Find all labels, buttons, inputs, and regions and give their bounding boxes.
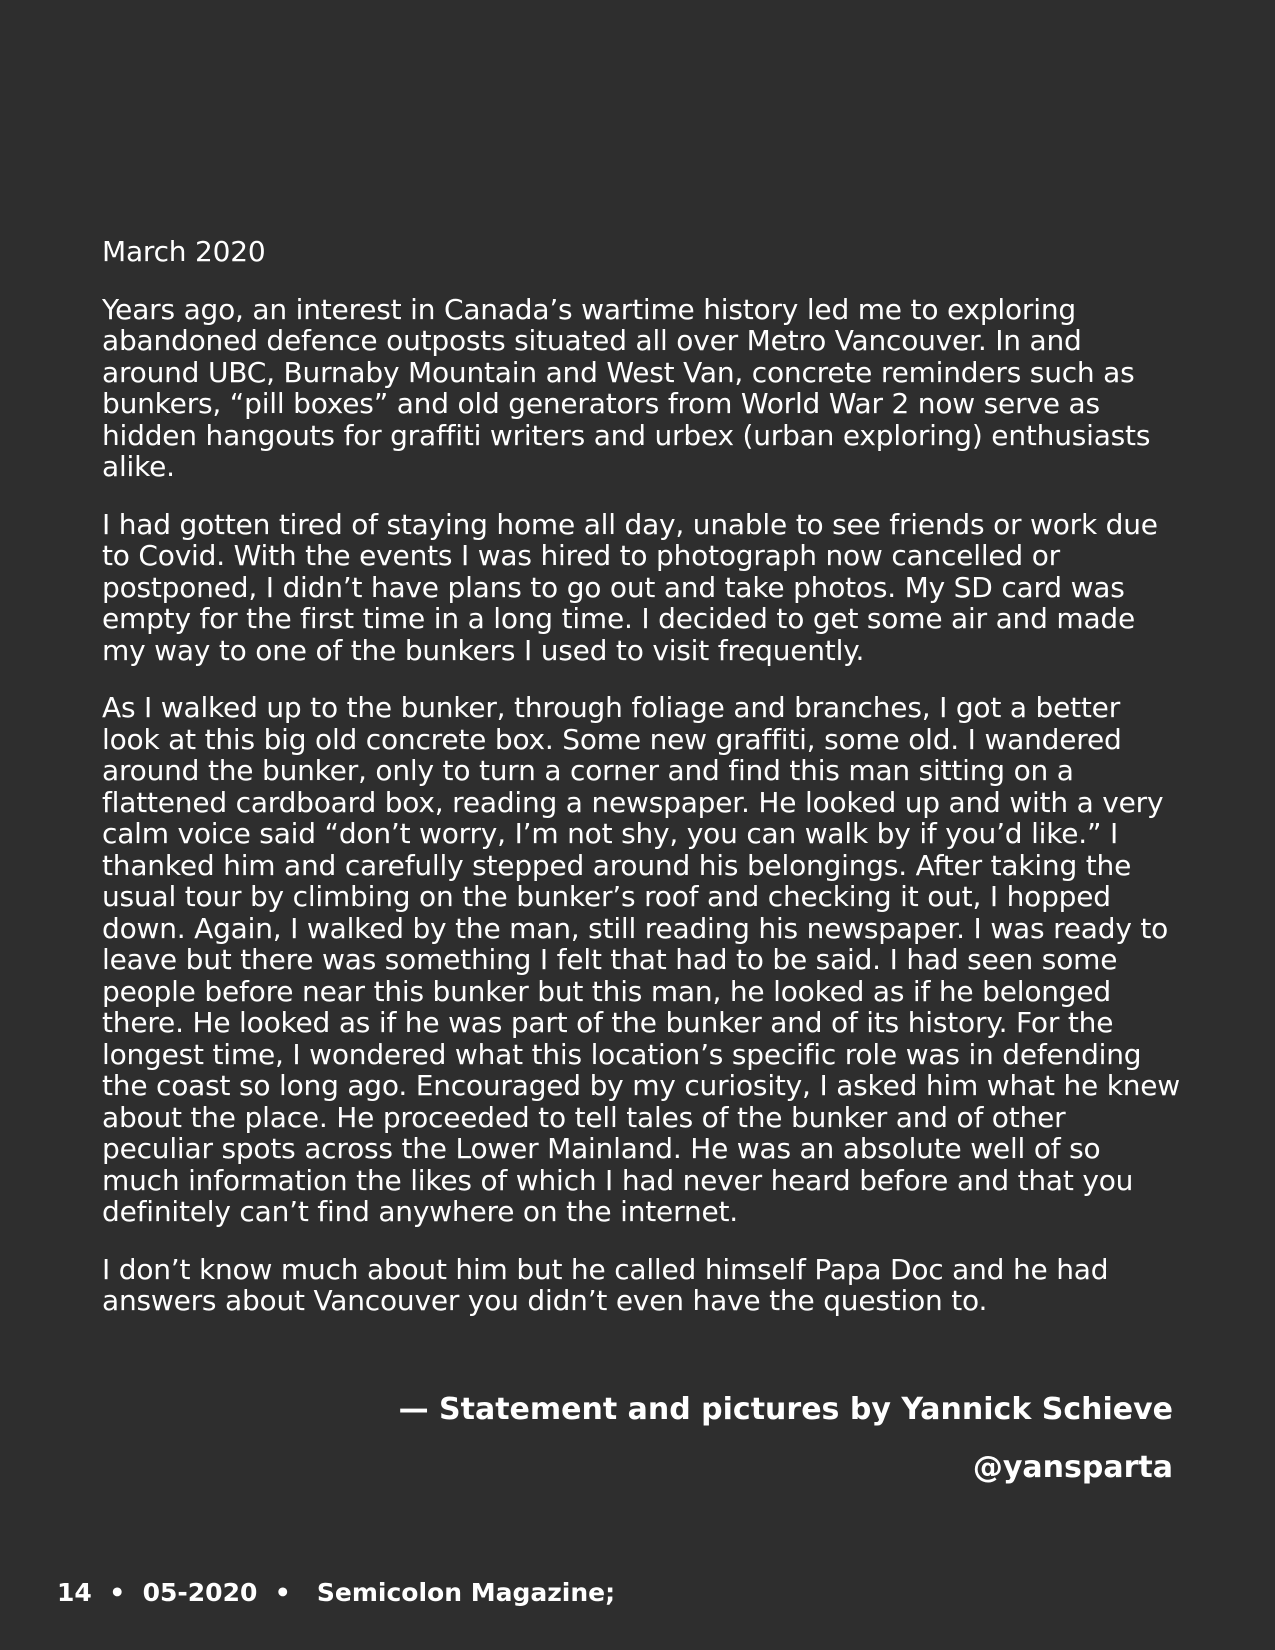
issue-date: 05-2020 — [142, 1578, 258, 1607]
page-footer — [57, 1578, 615, 1607]
author-handle: @yansparta — [972, 1450, 1173, 1485]
article-date: March 2020 — [102, 235, 266, 268]
page-number: 14 — [57, 1578, 92, 1607]
article-paragraph-2: I had gotten tired of staying home all day, unable to see friends or work due to Covid. With the events I was hired to photograph now cancelled or postponed, I didn’t have plans to go out and take photos. My SD card was empty for the first time in a long time. I decided to get some air and made my way to one of the bunkers I used to visit frequently. — [102, 507, 1158, 667]
publication-name: Semicolon Magazine; — [316, 1578, 616, 1607]
article-body — [102, 236, 1180, 1343]
article-paragraph-4: I don’t know much about him but he called himself Papa Doc and he had answers about Vancouver you didn’t even have the question to. — [102, 1252, 1109, 1317]
footer-separator-2: • — [274, 1578, 291, 1607]
article-paragraph-3: As I walked up to the bunker, through foliage and branches, I got a better look at this big old concrete box. Some new graffiti, some old. I wandered around the bunker, only to turn a corner and find this man sitting on a flattened cardboard box, reading a newspaper. He looked up and with a very calm voice said “don’t worry, I’m not shy, you can walk by if you’d like.” I thanked him and carefully stepped around his belongings. After taking the usual tour by climbing on the bunker’s roof and checking it out, I hopped down. Again, I walked by the man, still reading his newspaper. I was ready to leave but there was something I felt that had to be said. I had seen some people before near this bunker but this man, he looked as if he belonged there. He looked as if he was part of the bunker and of its history. For the longest time, I wondered what this location’s specific role was in defending the coast so long ago. Encouraged by my curiosity, I asked him what he knew about the place. He proceeded to tell tales of the bunker and of other peculiar spots across the Lower Mainland. He was an absolute well of so much information the likes of which I had never heard before and that you definitely can’t find anywhere on the internet. — [102, 691, 1181, 1228]
author-credit: — Statement and pictures by Yannick Schieve — [398, 1392, 1173, 1427]
article-paragraph-1: Years ago, an interest in Canada’s wartime history led me to exploring abandoned defence outposts situated all over Metro Vancouver. In and around UBC, Burnaby Mountain and West Van, concrete reminders such as bunkers, “pill boxes” and old generators from World War 2 now serve as hidden hangouts for graffiti writers and urbex (urban exploring) enthusiasts alike. — [102, 292, 1151, 483]
footer-separator-1: • — [109, 1578, 126, 1607]
